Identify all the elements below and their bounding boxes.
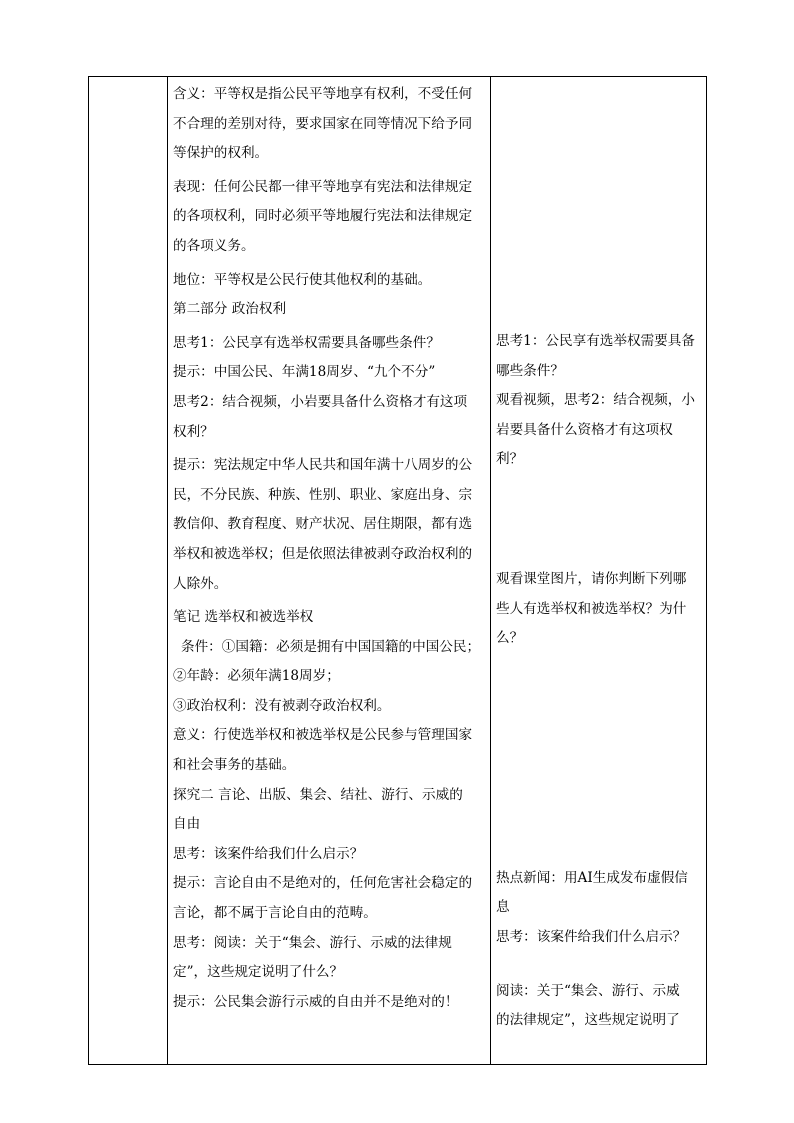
content-line: 思考1：公民享有选举权需要具备哪些条件？	[173, 334, 440, 351]
content-line: 等保护的权利。	[173, 145, 269, 162]
content-line: 意义：行使选举权和被选举权是公民参与管理国家	[173, 727, 473, 744]
activity-line: 的法律规定”，这些规定说明了	[496, 1012, 680, 1029]
activity-line: 么？	[496, 630, 524, 647]
column-divider-left	[167, 77, 168, 1064]
section-heading: 笔记 选举权和被选举权	[173, 609, 314, 626]
content-line: 提示：中国公民、年满18周岁、“九个不分”	[173, 364, 436, 381]
content-line: 自由	[173, 816, 201, 833]
content-line: 教信仰、教育程度、财产状况、居住期限，都有选	[173, 516, 473, 533]
content-line: 民，不分民族、种族、性别、职业、家庭出身、宗	[173, 486, 473, 503]
content-line: 地位：平等权是公民行使其他权利的基础。	[173, 271, 432, 288]
content-line: 定”，这些规定说明了什么？	[173, 964, 344, 981]
activity-line: 岩要具备什么资格才有这项权	[496, 421, 673, 438]
content-line: 思考：该案件给我们什么启示？	[173, 845, 364, 862]
content-line: 和社会事务的基础。	[173, 757, 296, 774]
content-line: 权利？	[173, 423, 214, 440]
activity-column	[496, 80, 701, 1036]
content-line: 提示：公民集会游行示威的自由并不是绝对的！	[173, 993, 459, 1010]
section-heading: 第二部分 政治权利	[173, 301, 287, 318]
content-line: 含义：平等权是指公民平等地享有权利，不受任何	[173, 86, 473, 102]
activity-line: 阅读：关于“集会、游行、示威	[496, 982, 680, 999]
activity-line: 思考：该案件给我们什么启示？	[496, 928, 687, 945]
content-line: 条件：①国籍：必须是拥有中国国籍的中国公民；	[181, 638, 481, 655]
content-line: 表现：任何公民都一律平等地享有宪法和法律规定	[173, 178, 473, 195]
content-line: 提示：宪法规定中华人民共和国年满十八周岁的公	[173, 457, 473, 474]
content-line: 的各项权利，同时必须平等地履行宪法和法律规定	[173, 208, 473, 225]
activity-line: 观看视频，思考2：结合视频，小	[496, 392, 695, 409]
content-line: 不合理的差别对待，要求国家在同等情况下给予同	[173, 115, 473, 132]
section-heading: 探究二 言论、出版、集会、结社、游行、示威的	[173, 786, 463, 803]
content-line: 人除外。	[173, 575, 228, 592]
content-line: ③政治权利：没有被剥夺政治权利。	[173, 697, 391, 714]
content-line: 思考：阅读：关于“集会、游行、示威的法律规	[173, 934, 452, 951]
content-line: 举权和被选举权；但是依照法律被剥夺政治权利的	[173, 545, 473, 562]
activity-line: 观看课堂图片，请你判断下列哪	[496, 570, 687, 587]
activity-line: 哪些条件？	[496, 362, 564, 379]
content-line: 言论，都不属于言论自由的范畴。	[173, 905, 377, 922]
activity-line: 思考1：公民享有选举权需要具备	[496, 333, 695, 349]
content-line: ②年龄：必须年满18周岁；	[173, 668, 340, 685]
column-divider-right	[490, 77, 491, 1064]
content-line: 思考2：结合视频，小岩要具备什么资格才有这项	[173, 393, 468, 410]
activity-line: 些人有选举权和被选举权？为什	[496, 600, 687, 617]
activity-line: 利？	[496, 451, 524, 468]
activity-line: 息	[496, 899, 510, 916]
content-line: 的各项义务。	[173, 237, 255, 254]
content-line: 提示：言论自由不是绝对的，任何危害社会稳定的	[173, 875, 473, 892]
lesson-content-column	[173, 80, 489, 1017]
activity-line: 热点新闻：用AI生成发布虚假信	[496, 869, 688, 886]
